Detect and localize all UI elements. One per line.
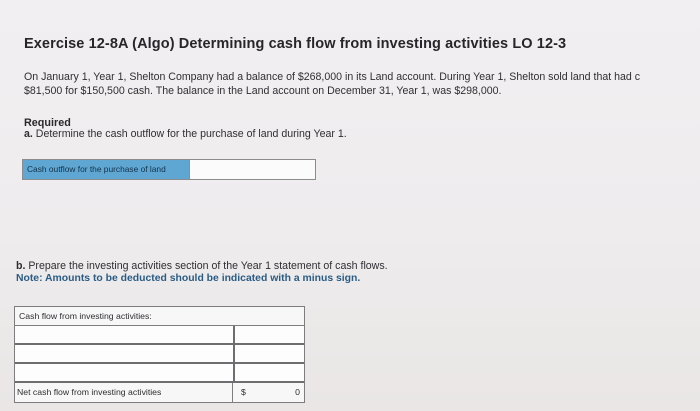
land-purchase-label: Cash outflow for the purchase of land: [23, 160, 190, 179]
question-b-text: Prepare the investing activities section of the Year 1 statement of cash flows.: [25, 260, 388, 272]
currency-symbol: $: [241, 387, 246, 397]
required-heading: Required: [24, 117, 71, 129]
net-cash-flow-row: [15, 383, 304, 402]
net-cash-flow-label: Net cash flow from investing activities: [15, 383, 233, 402]
cash-flow-table: [14, 306, 305, 403]
paragraph-line-2: $81,500 for $150,500 cash. The balance in the Land account on December 31, Year 1, was $298,000.: [24, 85, 502, 97]
question-b: [16, 260, 388, 272]
exercise-title: Exercise 12-8A (Algo) Determining cash flow from investing activities LO 12-3: [24, 36, 567, 52]
table-row: [15, 326, 304, 345]
net-cash-flow-amount: [233, 383, 304, 402]
cash-flow-table-header: Cash flow from investing activities:: [15, 307, 304, 326]
row-2-amount-input[interactable]: [235, 347, 304, 364]
row-2-label-input[interactable]: [15, 347, 233, 364]
question-b-prefix: b.: [16, 260, 26, 272]
minus-sign-note: Note: Amounts to be deducted should be indicated with a minus sign.: [16, 273, 361, 284]
question-a-text: Determine the cash outflow for the purchase of land during Year 1.: [32, 128, 347, 140]
row-3-amount-input[interactable]: [235, 366, 304, 383]
paragraph-line-1: On January 1, Year 1, Shelton Company had a balance of $268,000 in its Land account. During Year 1, Shelton sold land that had c: [24, 71, 641, 83]
land-purchase-row: [22, 159, 316, 180]
question-a: [24, 128, 347, 140]
row-3-label-input[interactable]: [15, 366, 233, 383]
row-1-label-input[interactable]: [15, 328, 233, 345]
question-a-prefix: a.: [24, 128, 33, 140]
net-cash-flow-value: 0: [295, 387, 300, 397]
problem-paragraph: [24, 70, 700, 98]
row-1-amount-input[interactable]: [235, 328, 304, 345]
land-purchase-input[interactable]: [190, 160, 315, 179]
table-row: [15, 345, 304, 364]
table-row: [15, 364, 304, 383]
